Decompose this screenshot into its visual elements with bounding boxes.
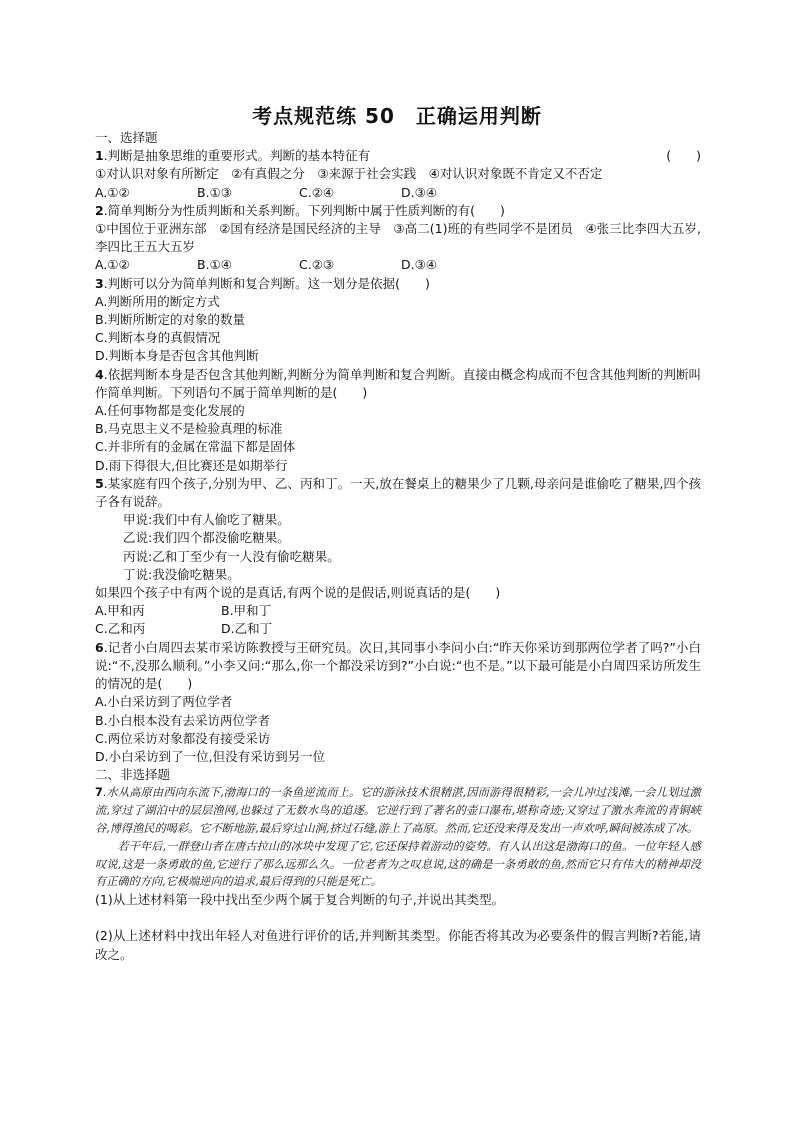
option-b: B.甲和丁: [221, 603, 272, 619]
question-6-text: .记者小白周四去某市采访陈教授与王研究员。次日,其同事小李问小白:“昨天你采访到那两位学者了吗?”小白说:“不,没那么顺利。”小李又问:“那么,你一个都没采访到?”小白说:“也不是。”以下最可能是小白周四采访所发生的情况的是( ): [95, 639, 701, 692]
question-1-stem: [95, 147, 701, 165]
question-2-number: 2: [95, 202, 104, 218]
question-7-number: 7: [95, 786, 103, 800]
question-1-items: ①对认识对象有所断定 ②有真假之分 ③来源于社会实践 ④对认识对象既不肯定又不否定: [95, 166, 603, 182]
question-5-stem: [95, 475, 701, 511]
page-title: 考点规范练 50 正确运用判断: [252, 104, 542, 128]
question-6-stem: [95, 639, 701, 694]
worksheet-body: [95, 129, 701, 964]
question-5-text: .某家庭有四个孩子,分别为甲、乙、丙和丁。一天,放在餐桌上的糖果少了几颗,母亲问是谁偷吃了糖果,四个孩子各有说辞。: [95, 475, 701, 510]
passage-paragraph-1: [95, 784, 701, 837]
question-1-number: 1: [95, 148, 104, 164]
option-a: A.小白采访到了两位学者: [95, 694, 233, 710]
option-c: C.②④: [299, 184, 335, 200]
question-3-stem: [95, 275, 701, 293]
question-2-options: [95, 256, 701, 274]
answer-space-1: [95, 909, 701, 927]
option-d: D.③④: [401, 257, 438, 273]
question-7-sub-1: (1)从上述材料第一段中找出至少两个属于复合判断的句子,并说出其类型。: [95, 892, 505, 908]
question-4-stem: [95, 366, 701, 402]
question-4-number: 4: [95, 366, 104, 382]
quote-yi: 乙说:我们四个都没偷吃糖果。: [123, 530, 290, 546]
question-5-options-row-2: [95, 620, 701, 638]
option-a: A.任何事物都是变化发展的: [95, 403, 245, 419]
option-b: B.①③: [197, 184, 232, 200]
section-heading-nonchoice: 二、非选择题: [95, 767, 171, 783]
option-d: D.小白采访到了一位,但没有采访到另一位: [95, 748, 326, 764]
option-d: D.雨下得很大,但比赛还是如期举行: [95, 457, 288, 473]
option-a: A.①②: [95, 257, 130, 273]
question-7-passage: [95, 784, 701, 891]
option-b: B.①④: [197, 257, 232, 273]
question-5-number: 5: [95, 475, 104, 491]
question-1-answer-paren: ( ): [666, 148, 701, 164]
question-3-number: 3: [95, 275, 104, 291]
option-a: A.①②: [95, 184, 130, 200]
option-d: D.③④: [401, 184, 438, 200]
quote-jia: 甲说:我们中有人偷吃了糖果。: [123, 512, 290, 528]
question-2-text: .简单判断分为性质判断和关系判断。下列判断中属于性质判断的有( ): [103, 202, 505, 218]
option-c: C.两位采访对象都没有接受采访: [95, 730, 271, 746]
quote-ding: 丁说:我没偷吃糖果。: [123, 566, 240, 582]
question-5-question: 如果四个孩子中有两个说的是真话,有两个说的是假话,则说真话的是( ): [95, 585, 501, 601]
question-4-text: .依据判断本身是否包含其他判断,判断分为简单判断和复合判断。直接由概念构成而不包含其他判断的判断叫作简单判断。下列语句不属于简单判断的是( ): [95, 366, 701, 400]
option-d: D.乙和丁: [221, 621, 273, 637]
option-d: D.判断本身是否包含其他判断: [95, 348, 259, 364]
question-3-text: .判断可以分为简单判断和复合判断。这一划分是依据( ): [103, 275, 430, 291]
question-1-text: .判断是抽象思维的重要形式。判断的基本特征有: [103, 148, 371, 164]
passage-paragraph-2: 若干年后,一群登山者在唐古拉山的冰块中发现了它,它还保持着游动的姿势。有人认出这是渤海口的鱼。一位年轻人感叹说,这是一条勇敢的鱼,它逆行了那么远那么久。一位老者为之叹息说,这的确是一条勇敢的鱼,然而它只有伟大的精神却没有正确的方向,它极端逆向的追求,最后得到的只能是死亡。: [95, 839, 701, 889]
passage-paragraph-1-text: .水从高原由西向东流下,渤海口的一条鱼逆流而上。它的游泳技术很精湛,因而游得很精彩,一会儿冲过浅滩,一会儿划过激流,穿过了湖泊中的层层渔网,也躲过了无数水鸟的追逐。它逆行到了著名的壶口瀑布,堪称奇迹;又穿过了激水奔流的青铜峡谷,博得渔民的喝彩。它不断地游,最后穿过山涧,挤过石缝,游上了高原。然而,它还没来得及发出一声欢呼,瞬间被冻成了冰。: [95, 786, 701, 835]
question-2-items: ①中国位于亚洲东部 ②国有经济是国民经济的主导 ③高二(1)班的有些同学不是团员 ④张三比李四大五岁,李四比王五大五岁: [95, 221, 701, 255]
option-b: B.判断所断定的对象的数量: [95, 312, 246, 328]
question-6-number: 6: [95, 639, 104, 655]
quote-bing: 丙说:乙和丁至少有一人没有偷吃糖果。: [123, 548, 340, 564]
option-a: A.甲和丙: [95, 603, 145, 619]
option-c: C.并非所有的金属在常温下都是固体: [95, 439, 296, 455]
question-1-options: [95, 184, 701, 202]
question-2-stem: [95, 202, 701, 220]
question-7-sub-2: (2)从上述材料中找出年轻人对鱼进行评价的话,并判断其类型。你能否将其改为必要条件的假言判断?若能,请改之。: [95, 928, 701, 962]
option-c: C.乙和丙: [95, 621, 146, 637]
option-c: C.判断本身的真假情况: [95, 330, 221, 346]
option-b: B.马克思主义不是检验真理的标准: [95, 421, 283, 437]
option-b: B.小白根本没有去采访两位学者: [95, 712, 271, 728]
question-5-options-row-1: [95, 602, 701, 620]
option-c: C.②③: [299, 257, 335, 273]
option-a: A.判断所用的断定方式: [95, 293, 220, 309]
section-heading-choice: 一、选择题: [95, 130, 158, 145]
